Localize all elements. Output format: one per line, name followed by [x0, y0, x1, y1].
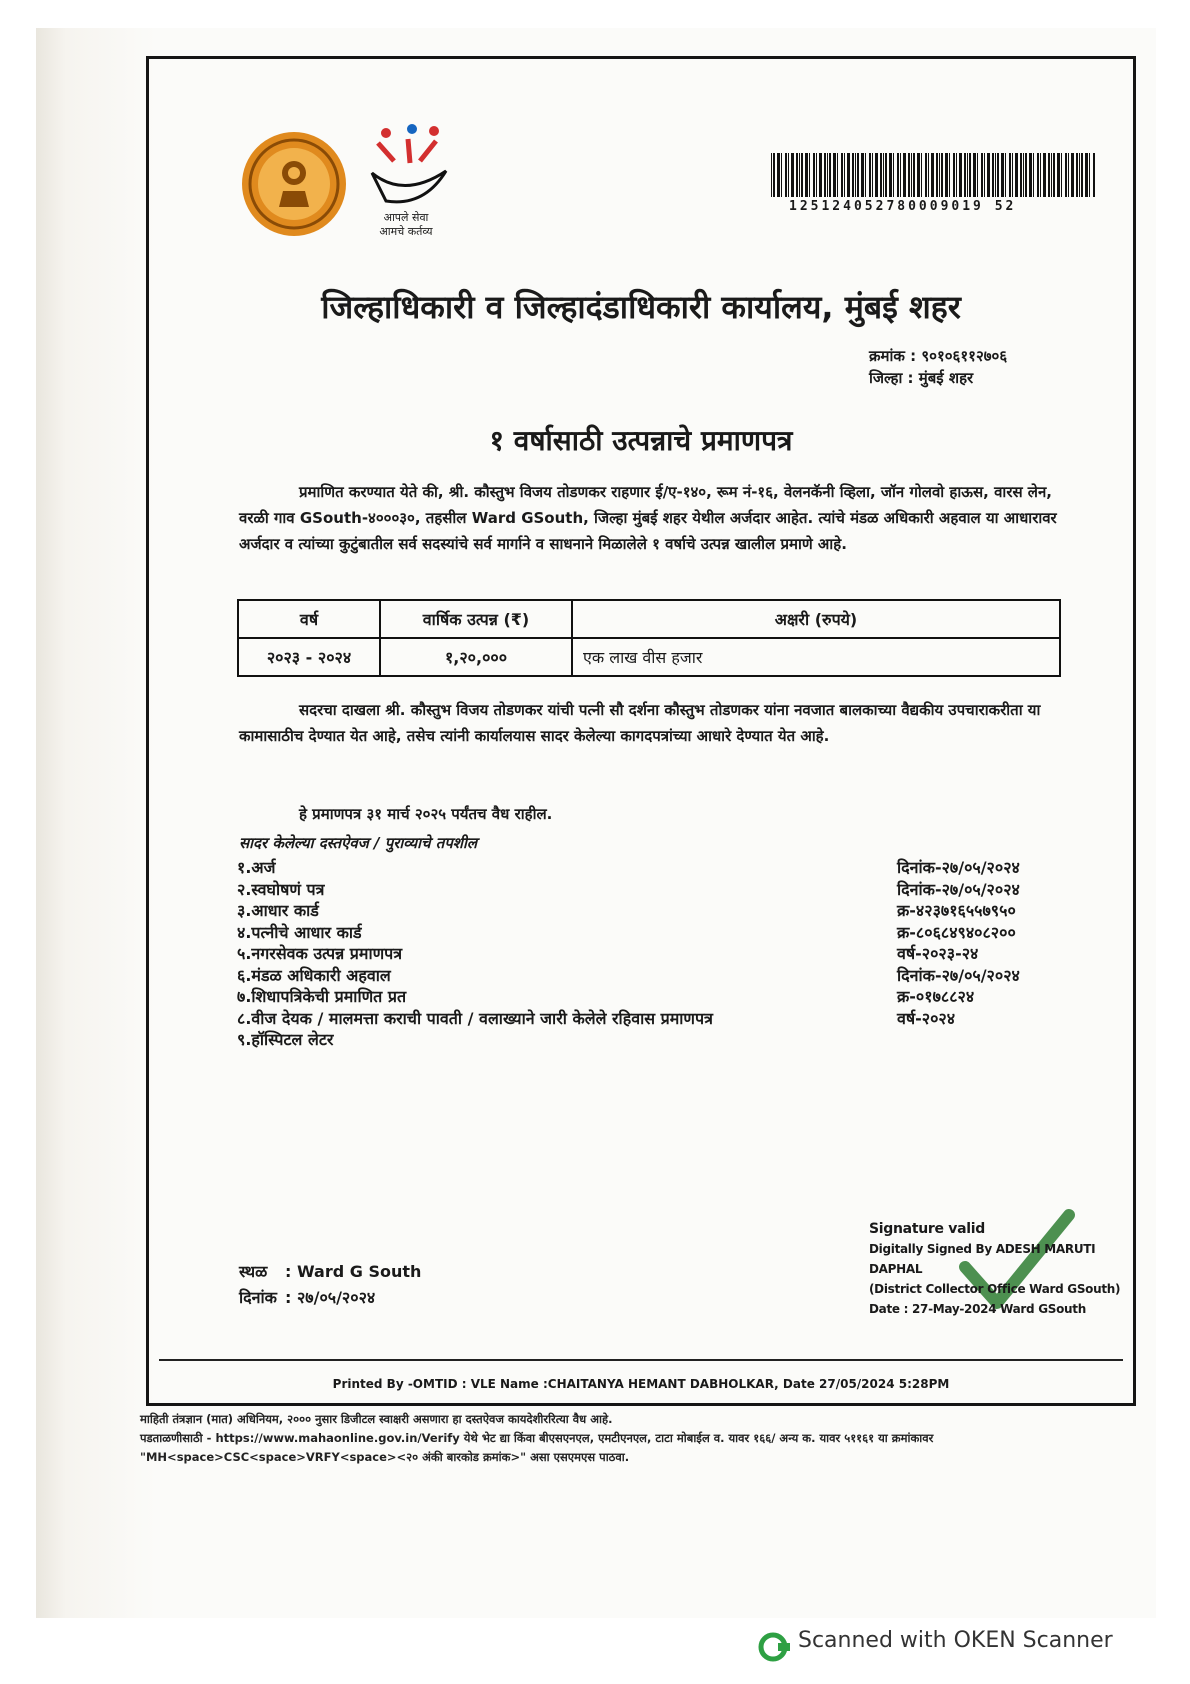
barcode	[769, 153, 1099, 197]
barcode-bar	[1012, 153, 1013, 197]
barcode-bar	[791, 153, 794, 197]
signature-date: Date : 27-May-2024 Ward GSouth	[869, 1302, 1086, 1316]
oken-scanner-logo-icon	[758, 1630, 792, 1664]
cell-year: २०२३ - २०२४	[238, 638, 380, 676]
barcode-bar	[819, 153, 822, 197]
barcode-bar	[995, 153, 996, 197]
barcode-bar	[897, 153, 899, 197]
district: जिल्हा : मुंबई शहर	[869, 369, 974, 387]
barcode-bar	[883, 153, 884, 197]
barcode-bar	[945, 153, 948, 197]
barcode-bar	[824, 153, 826, 197]
list-item: ७.शिधापत्रिकेची प्रमाणित प्रत क्र-०१७८८२४	[237, 987, 975, 1006]
barcode-bar	[1061, 153, 1062, 197]
barcode-bar	[805, 153, 808, 197]
barcode-bar	[908, 153, 910, 197]
col-in-words: अक्षरी (रुपये)	[572, 600, 1060, 638]
barcode-bar	[1076, 153, 1078, 197]
barcode-bar	[1037, 153, 1039, 197]
barcode-bar	[1015, 153, 1018, 197]
barcode-bar	[931, 153, 934, 197]
date-label: दिनांक	[239, 1288, 277, 1307]
barcode-bar	[941, 153, 943, 197]
barcode-bar	[913, 153, 915, 197]
barcode-bar	[855, 153, 856, 197]
barcode-bar	[1040, 153, 1041, 197]
barcode-bar	[837, 153, 838, 197]
barcode-bar	[949, 153, 950, 197]
barcode-bar	[987, 153, 990, 197]
income-table	[237, 599, 1061, 677]
barcode-bar	[875, 153, 878, 197]
barcode-bar	[939, 153, 940, 197]
barcode-bar	[1051, 153, 1052, 197]
barcode-bar	[827, 153, 828, 197]
barcode-bar	[925, 153, 927, 197]
barcode-bar	[1089, 153, 1090, 197]
barcode-bar	[1081, 153, 1083, 197]
serial-number: क्रमांक : ९०१०६११२७०६	[869, 347, 1008, 365]
signature-valid-label: Signature valid	[869, 1221, 985, 1237]
barcode-bar	[801, 153, 803, 197]
barcode-bar	[1048, 153, 1050, 197]
barcode-bar	[921, 153, 922, 197]
barcode-bar	[1009, 153, 1011, 197]
list-item: ६.मंडळ अधिकारी अहवाल दिनांक-२७/०५/२०२४	[237, 965, 1020, 985]
barcode-bar	[771, 153, 772, 197]
barcode-bar	[857, 153, 859, 197]
barcode-bar	[964, 153, 966, 197]
logo-caption: आपले सेवा आमचे कर्तव्य	[379, 211, 433, 238]
barcode-bar	[1065, 153, 1067, 197]
barcode-bar	[799, 153, 800, 197]
document-page	[36, 28, 1156, 1618]
table-row	[238, 638, 1060, 676]
barcode-bar	[869, 153, 871, 197]
date-value: : २७/०५/२०२४	[285, 1288, 376, 1307]
office-title: जिल्हाधिकारी व जिल्हादंडाधिकारी कार्यालय, मुंबई शहर	[321, 288, 961, 326]
list-item: ९.हॉस्पिटल लेटर	[237, 1030, 334, 1049]
list-item: १.अर्ज दिनांक-२७/०५/२०२४	[237, 858, 1020, 877]
barcode-bar	[997, 153, 999, 197]
list-item: ५.नगरसेवक उत्पन्न प्रमाणपत्र वर्ष-२०२३-२४	[237, 944, 979, 963]
barcode-bar	[841, 153, 843, 197]
place-value: : Ward G South	[285, 1262, 422, 1281]
barcode-bar	[773, 153, 775, 197]
barcode-bar	[936, 153, 938, 197]
barcode-bar	[852, 153, 854, 197]
barcode-bar	[992, 153, 994, 197]
barcode-bar	[1053, 153, 1055, 197]
barcode-bar	[889, 153, 892, 197]
barcode-bar	[1068, 153, 1069, 197]
documents-heading: सादर केलेल्या दस्तऐवज / पुराव्याचे तपशील	[239, 834, 478, 852]
barcode-bar	[1005, 153, 1006, 197]
barcode-bar	[844, 153, 845, 197]
barcode-bar	[788, 153, 789, 197]
barcode-bar	[969, 153, 971, 197]
signed-by: Digitally Signed By ADESH MARUTI DAPHAL	[869, 1242, 1096, 1276]
barcode-bar	[1029, 153, 1032, 197]
barcode-bar	[967, 153, 968, 197]
barcode-bar	[1043, 153, 1046, 197]
digital-signature-block	[869, 1219, 1133, 1319]
verification-footer: माहिती तंत्रज्ञान (मात) अधिनियम, २००० नुसार डिजीटल स्वाक्षरी असणारा हा दस्तऐवज कायदेशीररित्या वैध आहे. पडताळणीसाठी - https://www.mahaonline.gov.in/Verify येथे भेट द्या किंवा बीएसएनएल, एमटीएनएल, टाटा मोबाईल व. यावर १६६/ अन्य क. यावर ५११६१ या क्रमांकावर "MH<space>CSC<space>VRFY<space><२० अंकी बारकोड क्रमांक>" असा एसएमएस पाठवा.	[140, 1412, 934, 1464]
col-annual-income: वार्षिक उत्पन्न (₹)	[380, 600, 572, 638]
barcode-bar	[861, 153, 864, 197]
list-item: ३.आधार कार्ड क्र-४२३७१६५५७९५०	[237, 901, 1016, 920]
col-year: वर्ष	[238, 600, 380, 638]
barcode-bar	[865, 153, 866, 197]
barcode-bar	[872, 153, 873, 197]
barcode-number: 125124052780009019 52	[789, 199, 1017, 214]
barcode-bar	[900, 153, 901, 197]
barcode-bar	[785, 153, 787, 197]
barcode-bar	[880, 153, 882, 197]
purpose-paragraph: सदरचा दाखला श्री. कौस्तुभ विजय तोडणकर यांची पत्नी सौ दर्शना कौस्तुभ तोडणकर यांना नवजात बालकाच्या वैद्यकीय उपचाराकरीता या कामासाठीच देण्यात येत आहे, तसेच त्यांनी कार्यालयास सादर केलेल्या कागदपत्रांच्या आधारे देण्यात येत आहे.	[239, 701, 1041, 745]
barcode-bar	[973, 153, 976, 197]
barcode-bar	[1033, 153, 1034, 197]
barcode-bar	[903, 153, 906, 197]
validity-text: हे प्रमाणपत्र ३१ मार्च २०२५ पर्यंतच वैध राहील.	[299, 805, 553, 823]
barcode-bar	[813, 153, 815, 197]
cell-income: १,२०,०००	[380, 638, 572, 676]
signer-office: (District Collector Office Ward GSouth)	[869, 1282, 1121, 1296]
maharashtra-seal-icon	[239, 129, 349, 239]
reference-block	[869, 345, 1007, 389]
barcode-bar	[885, 153, 887, 197]
barcode-bar	[1057, 153, 1060, 197]
barcode-bar	[1079, 153, 1080, 197]
barcode-bar	[796, 153, 798, 197]
barcode-bar	[1023, 153, 1024, 197]
barcode-bar	[1071, 153, 1074, 197]
place-date-block	[239, 1259, 421, 1311]
barcode-bar	[781, 153, 782, 197]
barcode-bar	[977, 153, 978, 197]
printed-by: Printed By -OMTID : VLE Name :CHAITANYA HEMANT DABHOLKAR, Date 27/05/2024 5:28PM	[332, 1377, 950, 1391]
barcode-bar	[911, 153, 912, 197]
barcode-bar	[1020, 153, 1022, 197]
barcode-bar	[809, 153, 810, 197]
intro-paragraph: प्रमाणित करण्यात येते की, श्री. कौस्तुभ विजय तोडणकर राहणार ई/ए-१४०, रूम नं-१६, वेलनकॅनी व्हिला, जॉन गोलवो हाऊस, वारस लेन, वरळी गाव GSouth-४०००३०, तहसील Ward GSouth, जिल्हा मुंबई शहर येथील अर्जदार आहेत. त्यांचे मंडळ अधिकारी अहवाल या आधारावर अर्जदार व त्यांच्या कुटुंबातील सर्व सदस्यांचे सर्व मार्गाने व साधनाने मिळालेले १ वर्षाचे उत्पन्न खालील प्रमाणे आहे.	[239, 483, 1057, 553]
place-label: स्थळ	[239, 1262, 268, 1281]
list-item: ४.पत्नीचे आधार कार्ड क्र-८०६८४९४०८२००	[237, 922, 1016, 942]
barcode-bar	[1025, 153, 1027, 197]
barcode-bar	[1093, 153, 1095, 197]
barcode-bar	[777, 153, 780, 197]
barcode-bar	[1001, 153, 1004, 197]
barcode-bar	[829, 153, 831, 197]
barcode-bar	[956, 153, 957, 197]
barcode-bar	[893, 153, 894, 197]
certificate-frame	[146, 56, 1136, 1406]
documents-list	[237, 857, 1067, 1051]
barcode-bar	[833, 153, 836, 197]
barcode-bar	[1085, 153, 1088, 197]
barcode-bar	[816, 153, 817, 197]
divider	[159, 1359, 1123, 1361]
list-item: २.स्वघोषणं पत्र दिनांक-२७/०५/२०२४	[237, 879, 1020, 899]
scanner-watermark: Scanned with OKEN Scanner	[798, 1628, 1113, 1653]
barcode-bar	[928, 153, 929, 197]
barcode-bar	[959, 153, 962, 197]
certificate-title: १ वर्षासाठी उत्पन्नाचे प्रमाणपत्र	[489, 424, 793, 457]
barcode-bar	[984, 153, 985, 197]
barcode-bar	[847, 153, 850, 197]
barcode-bar	[953, 153, 955, 197]
barcode-bar	[981, 153, 983, 197]
cell-words: एक लाख वीस हजार	[572, 638, 1060, 676]
barcode-bar	[917, 153, 920, 197]
list-item: ८.वीज देयक / मालमत्ता कराची पावती / वलाख्याने जारी केलेले रहिवास प्रमाणपत्र वर्ष-२०२४	[237, 1008, 956, 1028]
